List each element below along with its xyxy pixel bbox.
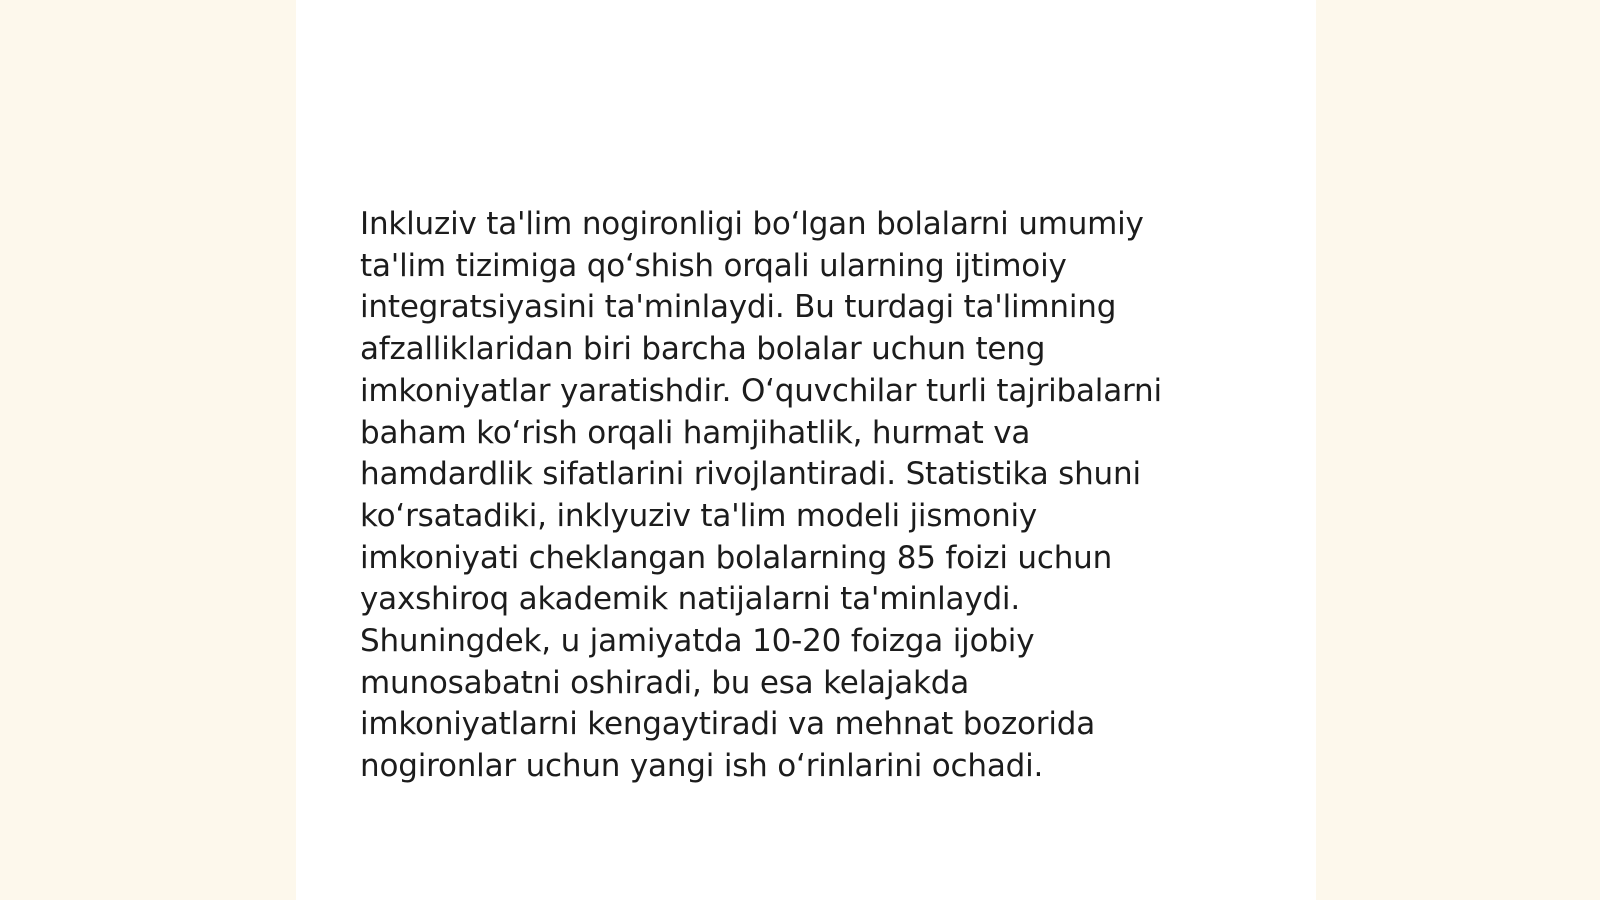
- paragraph-line: baham ko‘rish orqali hamjihatlik, hurmat va: [360, 414, 1031, 451]
- paragraph-line: Inkluziv ta'lim nogironligi bo‘lgan bolalarni umumiy: [360, 206, 1144, 242]
- paragraph-line: Shuningdek, u jamiyatda 10-20 foizga ijobiy: [360, 623, 1035, 660]
- body-paragraph: [360, 204, 1240, 788]
- paragraph-line: ta'lim tizimiga qo‘shish orqali ularning ijtimoiy: [360, 247, 1067, 284]
- paragraph-line: munosabatni oshiradi, bu esa kelajakda: [360, 664, 970, 701]
- paragraph-line: imkoniyatlarni kengaytiradi va mehnat bozorida: [360, 706, 1096, 743]
- paragraph-line: integratsiyasini ta'minlaydi. Bu turdagi ta'limning: [360, 289, 1117, 326]
- paragraph-line: hamdardlik sifatlarini rivojlantiradi. Statistika shuni: [360, 456, 1141, 493]
- paragraph-line: imkoniyati cheklangan bolalarning 85 foizi uchun: [360, 539, 1113, 576]
- paragraph-line: nogironlar uchun yangi ish o‘rinlarini ochadi.: [360, 748, 1044, 785]
- paragraph-line: yaxshiroq akademik natijalarni ta'minlaydi.: [360, 581, 1021, 618]
- paragraph-line: ko‘rsatadiki, inklyuziv ta'lim modeli jismoniy: [360, 497, 1038, 534]
- paragraph-line: imkoniyatlar yaratishdir. O‘quvchilar turli tajribalarni: [360, 372, 1162, 409]
- paragraph-line: afzalliklaridan biri barcha bolalar uchun teng: [360, 331, 1046, 368]
- slide: [296, 0, 1316, 900]
